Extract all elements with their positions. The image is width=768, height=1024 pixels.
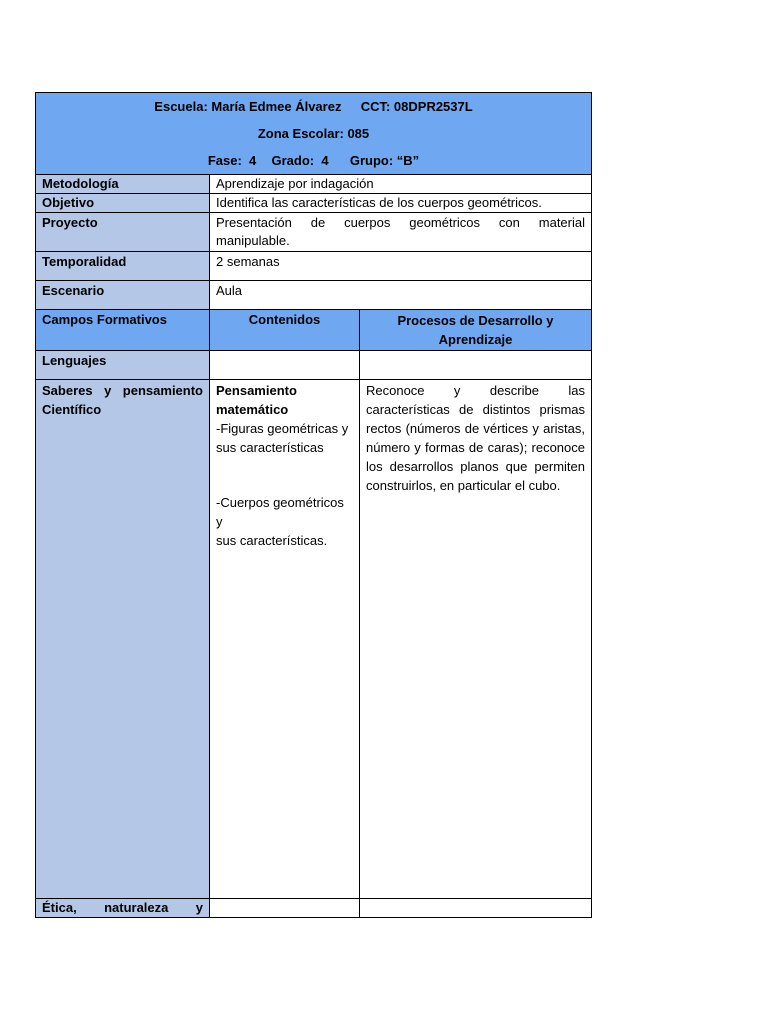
info-value: Aprendizaje por indagación xyxy=(210,175,592,194)
info-value: Aula xyxy=(210,281,592,310)
contenido-item: sus características. xyxy=(216,533,328,548)
info-value: Presentación de cuerpos geométricos con material manipulable. xyxy=(210,213,592,252)
contenidos-saberes xyxy=(210,380,360,899)
campo-etica: Ética, naturaleza y xyxy=(36,899,210,918)
info-label: Objetivo xyxy=(36,194,210,213)
school-zone: Zona Escolar: 085 xyxy=(257,126,370,141)
school-group: Grupo: “B” xyxy=(349,153,420,168)
school-phase: Fase: 4 xyxy=(207,153,257,168)
contenido-item: -Figuras geométricas y xyxy=(216,421,349,436)
column-header-procesos: Procesos de Desarrollo y Aprendizaje xyxy=(360,310,592,351)
planning-table xyxy=(35,92,592,918)
contenido-title: Pensamiento matemático xyxy=(216,383,297,417)
zone-line xyxy=(36,120,591,147)
column-header-row xyxy=(36,310,592,351)
info-row-metodologia xyxy=(36,175,592,194)
procesos-etica xyxy=(360,899,592,918)
row-etica xyxy=(36,899,592,918)
procesos-lenguajes xyxy=(360,351,592,380)
info-row-escenario xyxy=(36,281,592,310)
info-row-objetivo xyxy=(36,194,592,213)
contenido-item: sus características xyxy=(216,440,324,455)
info-value: 2 semanas xyxy=(210,252,592,281)
group-line xyxy=(36,147,591,174)
row-saberes xyxy=(36,380,592,899)
school-line xyxy=(36,93,591,120)
school-header xyxy=(36,93,592,175)
school-name: Escuela: María Edmee Álvarez xyxy=(154,99,342,114)
campo-saberes: Saberes y pensamiento Científico xyxy=(36,380,210,899)
contenido-item: -Cuerpos geométricos y xyxy=(216,495,344,529)
info-label: Temporalidad xyxy=(36,252,210,281)
info-row-proyecto xyxy=(36,213,592,252)
column-header-campos: Campos Formativos xyxy=(36,310,210,351)
school-header-row xyxy=(36,93,592,175)
info-label: Proyecto xyxy=(36,213,210,252)
procesos-saberes: Reconoce y describe las características de distintos prismas rectos (números de vértices y aristas, número y formas de caras); reconoce los desarrollos planos que permiten construirlos, en particular el cubo. xyxy=(360,380,592,899)
column-header-contenidos: Contenidos xyxy=(210,310,360,351)
school-cct: CCT: 08DPR2537L xyxy=(360,99,473,114)
info-row-temporalidad xyxy=(36,252,592,281)
contenidos-etica xyxy=(210,899,360,918)
row-lenguajes xyxy=(36,351,592,380)
campo-lenguajes: Lenguajes xyxy=(36,351,210,380)
info-label: Metodología xyxy=(36,175,210,194)
school-grade: Grado: 4 xyxy=(271,153,329,168)
info-value: Identifica las características de los cuerpos geométricos. xyxy=(210,194,592,213)
contenidos-lenguajes xyxy=(210,351,360,380)
info-label: Escenario xyxy=(36,281,210,310)
